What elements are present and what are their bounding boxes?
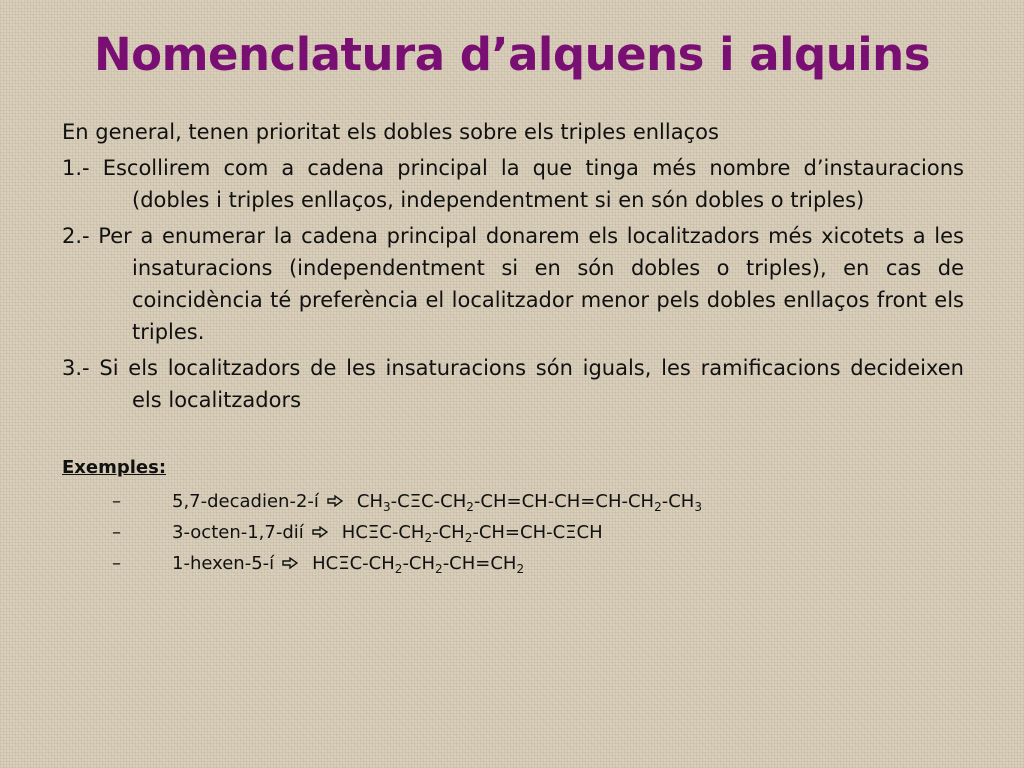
examples-heading: Exemples: [62,457,167,478]
formula-subscript: 3 [694,500,702,514]
formula-subscript: 2 [394,562,403,576]
formula-text: CH [356,491,384,512]
compound-name: 1-hexen-5-í [172,553,275,574]
formula-text: HCΞC-CH [312,553,395,574]
rule-1: 1.- Escollirem com a cadena principal la que tinga més nombre d’instauracions (dobles i triples enllaços, independentment si en són dobles o triples) [62,156,964,212]
example-item [62,548,964,579]
list-dash: – [112,553,121,574]
structural-formula [357,486,702,517]
arrow-right-outline-icon [327,486,343,517]
formula-text: -CH=CH-CΞCH [472,522,603,543]
arrow-right-outline-icon [282,548,298,579]
formula-text: HCΞC-CH [341,522,425,543]
formula-subscript: 2 [466,500,474,514]
intro-text: En general, tenen prioritat els dobles sobre els triples enllaços [62,120,719,144]
formula-subscript: 2 [654,500,662,514]
structural-formula [312,548,524,579]
formula-text: -CH [402,553,436,574]
arrow-right-outline-icon [312,517,328,548]
list-dash: – [112,491,121,512]
compound-name: 3-octen-1,7-dií [172,522,304,543]
formula-subscript: 2 [435,562,443,576]
example-item [62,486,964,517]
example-item [62,517,964,548]
formula-text: -CH [432,522,465,543]
structural-formula [342,517,603,548]
slide-title: Nomenclatura d’alquens i alquins [94,28,930,81]
formula-text: -CH=CH [442,553,517,574]
formula-subscript: 2 [424,531,433,545]
compound-name: 5,7-decadien-2-í [172,491,319,512]
formula-subscript: 2 [516,562,525,576]
rule-3: 3.- Si els localitzadors de les insaturacions són iguals, les ramificacions decideixen els localitzadors [62,356,964,412]
formula-text: -CΞC-CH [390,491,467,512]
formula-subscript: 3 [383,500,391,514]
list-dash: – [112,522,121,543]
formula-text: -CH=CH-CH=CH-CH [473,491,655,512]
examples-list [62,486,964,579]
slide-body [62,116,964,579]
formula-subscript: 2 [464,531,473,545]
rule-2: 2.- Per a enumerar la cadena principal donarem els localitzadors més xicotets a les insaturacions (independentment si en són dobles o triples), en cas de coincidència té preferència el localitzador menor pels dobles enllaços front els triples. [62,224,964,344]
formula-text: -CH [661,491,695,512]
